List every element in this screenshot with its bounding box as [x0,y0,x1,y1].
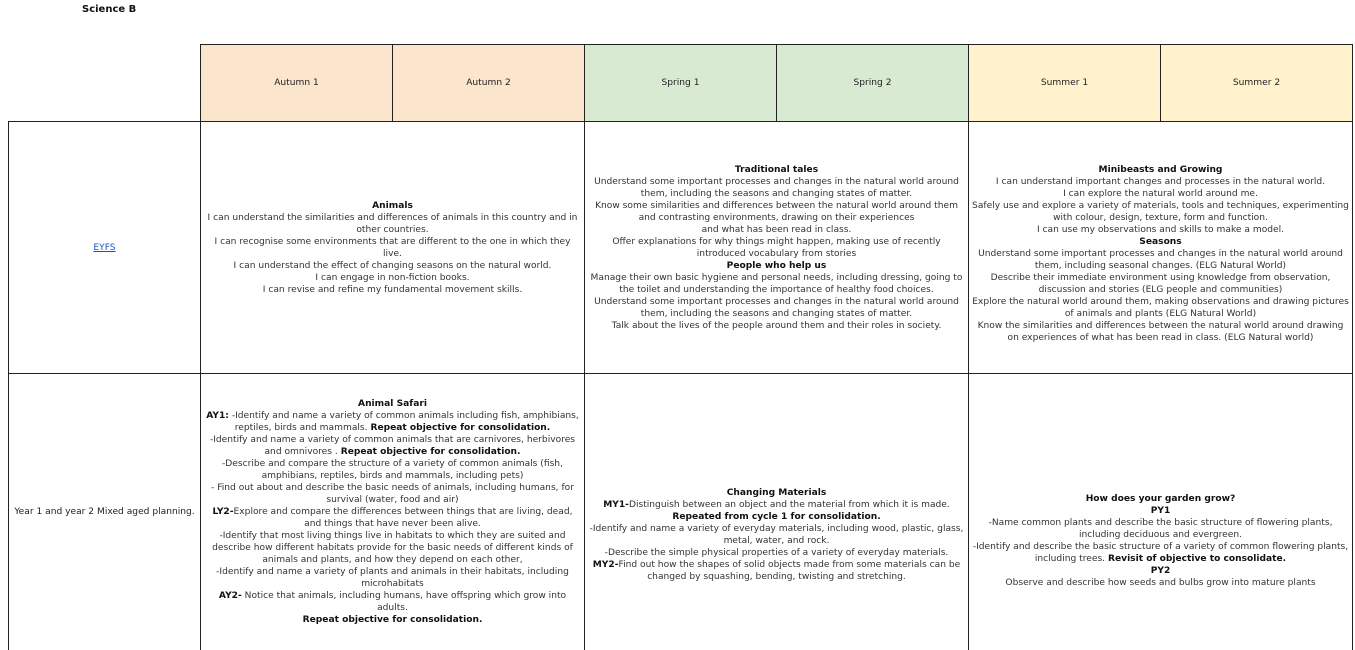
header-autumn-1[interactable]: Autumn 1 [201,45,393,122]
eyfs-spring-line: Understand some important processes and changes in the natural world around them, including the seasons and changing states of matter. [594,297,959,319]
eyfs-autumn-title: Animals [372,200,413,211]
eyfs-summer-line: Safely use and explore a variety of materials, tools and techniques, experimenting with colour, design, texture, form and function. [972,200,1349,223]
header-autumn-2[interactable]: Autumn 2 [393,45,585,122]
line-text: -Identify and name a variety of common animals that are carnivores, herbivores and omnivores . [209,435,576,458]
eyfs-spring-line: Offer explanations for why things might happen, making use of recently introduced vocabulary from stories [612,237,941,259]
y12-autumn-line [204,506,581,530]
year1-2-row-label: Year 1 and year 2 Mixed aged planning. [9,374,201,650]
repeat-objective: Repeat objective for consolidation. [370,423,551,434]
y12-spring-line [588,499,965,511]
eyfs-summer-title-2: Seasons [1139,236,1182,247]
year1-2-row [9,374,1353,650]
header-row [9,45,1353,122]
header-corner [9,45,201,122]
y12-spring-title: Changing Materials [726,487,827,498]
ay2-code: AY2- [218,591,242,602]
header-spring-2[interactable]: Spring 2 [777,45,969,122]
y12-autumn-line: -Describe and compare the structure of a variety of common animals (fish, amphibians, reptiles, birds and mammals, including pets) [222,459,563,482]
eyfs-spring-line: Manage their own basic hygiene and personal needs, including dressing, going to the toilet and understanding the importance of healthy food choices. [590,273,963,295]
y12-spring-line [588,559,965,583]
eyfs-autumn-line: I can understand the similarities and differences of animals in this country and in other countries. [207,212,578,235]
y12-autumn-line [204,410,581,434]
revisit-objective: Revisit of objective to consolidate. [1107,553,1287,564]
y12-summer-line [972,541,1349,565]
ay1-text: -Identify and name a variety of common animals including fish, amphibians, reptiles, birds and mammals. [228,411,579,434]
header-summer-2[interactable]: Summer 2 [1161,45,1353,122]
y12-autumn-line: - Find out about and describe the basic needs of animals, including humans, for survival (water, food and air) [211,483,574,506]
eyfs-summer-line: I can use my observations and skills to make a model. [1036,224,1285,235]
y12-autumn-cell[interactable] [201,374,585,650]
y12-autumn-line [204,434,581,458]
repeated-from-cycle: Repeated from cycle 1 for consolidation. [672,511,881,522]
eyfs-summer-line: Explore the natural world around them, making observations and drawing pictures of animals and plants (ELG Natural World) [972,296,1349,319]
eyfs-link[interactable]: EYFS [93,242,116,253]
ly2-text: Explore and compare the differences between things that are living, dead, and things that have never been alive. [233,507,573,530]
eyfs-autumn-line: I can engage in non-fiction books. [315,272,470,283]
header-spring-1[interactable]: Spring 1 [585,45,777,122]
header-summer-1[interactable]: Summer 1 [969,45,1161,122]
y12-spring-cell[interactable] [585,374,969,650]
py2-label: PY2 [1150,565,1171,576]
eyfs-summer-cell[interactable] [969,122,1353,374]
eyfs-summer-line: Describe their immediate environment using knowledge from observation, discussion and stories (ELG people and communities) [990,272,1331,295]
document-title: Science B [82,4,137,15]
eyfs-autumn-line: I can revise and refine my fundamental movement skills. [262,284,523,295]
eyfs-row [9,122,1353,374]
ay2-text: Notice that animals, including humans, have offspring which grow into adults. [241,591,567,614]
py1-label: PY1 [1150,505,1171,516]
y12-spring-line: -Identify and name a variety of everyday materials, including wood, plastic, glass, metal, water, and rock. [589,523,964,546]
eyfs-row-label [9,122,201,374]
eyfs-spring-line: Understand some important processes and changes in the natural world around them, including the seasons and changing states of matter. [594,177,959,199]
eyfs-summer-line: I can understand important changes and processes in the natural world. [995,176,1326,187]
line-text: -Identify and describe the basic structure of a variety of common flowering plants, including trees. [972,541,1349,564]
y12-summer-line: Observe and describe how seeds and bulbs grow into mature plants [1005,577,1316,588]
my2-text: Find out how the shapes of solid objects made from some materials can be changed by squashing, bending, twisting and stretching. [618,559,961,582]
eyfs-autumn-line: I can recognise some environments that are different to the one in which they live. [214,236,571,259]
eyfs-summer-title: Minibeasts and Growing [1098,164,1223,175]
eyfs-spring-title: Traditional tales [734,165,819,175]
eyfs-summer-line: Understand some important processes and changes in the natural world around them, including seasonal changes. (ELG Natural World) [978,248,1343,271]
eyfs-spring-title-2: People who help us [726,261,827,271]
y12-spring-line: -Describe the simple physical properties of a variety of everyday materials. [604,547,949,558]
ay1-code: AY1: [206,411,229,422]
y12-autumn-line: -Identify and name a variety of plants and animals in their habitats, including microhabitats [216,567,569,590]
y12-autumn-line: -Identify that most living things live in habitats to which they are suited and describe how different habitats provide for the basic needs of different kinds of animals and plants, and how they depend on each other, [212,531,573,566]
y12-summer-title: How does your garden grow? [1085,493,1236,504]
repeat-objective: Repeat objective for consolidation. [302,615,483,626]
y12-summer-line: -Name common plants and describe the basic structure of flowering plants, including deciduous and evergreen. [988,517,1333,540]
my1-code: MY1- [603,499,629,510]
eyfs-autumn-line: I can understand the effect of changing seasons on the natural world. [233,260,552,271]
my2-code: MY2- [592,559,619,570]
eyfs-autumn-cell[interactable] [201,122,585,374]
repeat-objective: Repeat objective for consolidation. [340,447,521,458]
eyfs-summer-line: I can explore the natural world around me. [1063,188,1258,199]
curriculum-table [8,44,1353,650]
y12-autumn-line [204,590,581,614]
y12-summer-cell[interactable] [969,374,1353,650]
eyfs-spring-line: Talk about the lives of the people around them and their roles in society. [611,321,942,331]
eyfs-spring-line: and what has been read in class. [701,225,852,235]
eyfs-spring-line: Know some similarities and differences between the natural world around them and contrasting environments, drawing on their experiences [595,201,958,223]
y12-autumn-title: Animal Safari [358,399,427,410]
my1-text: Distinguish between an object and the material from which it is made. [628,499,950,510]
ly2-code: LY2- [212,507,234,518]
eyfs-spring-cell[interactable] [585,122,969,374]
eyfs-summer-line: Know the similarities and differences between the natural world around drawing on experiences of what has been read in class. (ELG Natural world) [977,320,1344,343]
